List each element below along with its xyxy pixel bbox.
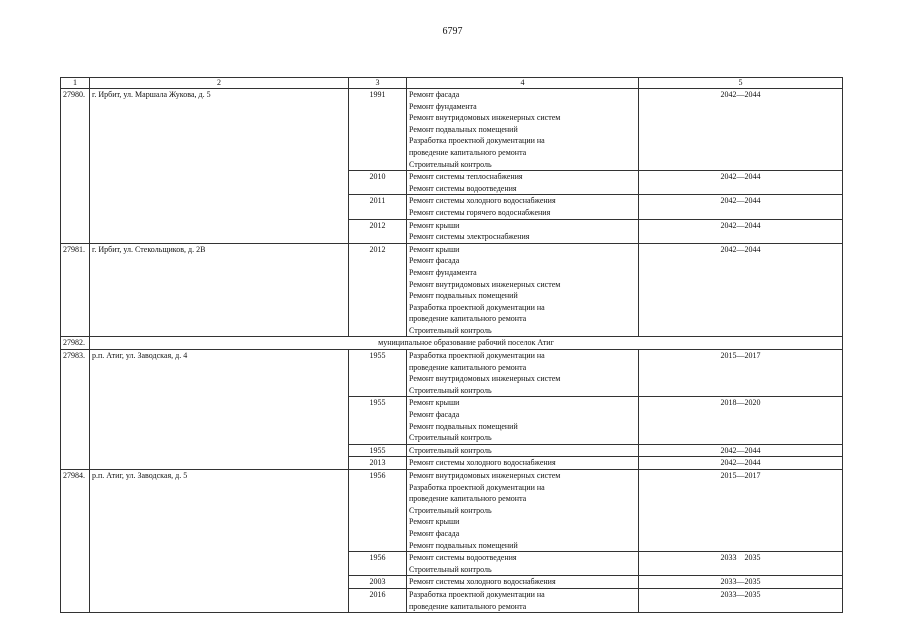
table-row [61, 243, 843, 337]
work-item: Ремонт внутридомовых инженерных систем [409, 471, 561, 480]
work-item: Ремонт системы теплоснабжения [409, 172, 523, 182]
municipality-name: муниципальное образование рабочий поселок Атиг [90, 337, 843, 350]
work-item: Разработка проектной документации на [409, 302, 545, 312]
works-cell [407, 576, 639, 589]
work-item: Ремонт системы водоотведения [409, 183, 517, 193]
work-item: Строительный контроль [409, 433, 492, 443]
year-cell: 1955 [349, 397, 407, 444]
period-cell: 2042—2044 [639, 219, 843, 243]
work-item: Ремонт системы водоотведения [409, 553, 517, 563]
year-cell: 2010 [349, 171, 407, 195]
period-cell: 2042—2044 [639, 171, 843, 195]
works-cell [407, 171, 639, 195]
work-item: Ремонт внутридомовых инженерных систем [409, 374, 561, 384]
work-item: Ремонт системы горячего водоснабжения [409, 207, 551, 217]
work-item: Ремонт фасада [409, 90, 460, 99]
works-cell [407, 470, 639, 552]
works-cell [407, 588, 639, 612]
work-item: Ремонт фасада [409, 256, 460, 266]
work-item: Ремонт фасада [409, 528, 460, 538]
year-cell: 1991 [349, 89, 407, 171]
period-cell: 2033 2035 [639, 552, 843, 576]
works-cell [407, 219, 639, 243]
period-cell: 2042—2044 [639, 243, 843, 337]
works-cell [407, 195, 639, 219]
work-item: Ремонт системы электроснабжения [409, 232, 530, 242]
period-cell: 2015—2017 [639, 470, 843, 552]
year-cell: 1956 [349, 552, 407, 576]
work-item: Строительный контроль [409, 505, 492, 515]
works-cell [407, 350, 639, 397]
work-item: проведение капитального ремонта [409, 314, 527, 324]
works-cell [407, 444, 639, 457]
header-col-1: 1 [61, 78, 90, 89]
work-item: Строительный контроль [409, 325, 492, 335]
address-cell: г. Ирбит, ул. Стекольщиков, д. 2В [90, 243, 349, 337]
work-item: Строительный контроль [409, 385, 492, 395]
header-col-5: 5 [639, 78, 843, 89]
row-number: 27980. [61, 89, 90, 244]
capital-repair-table [60, 77, 843, 613]
work-item: Ремонт внутридомовых инженерных систем [409, 279, 561, 289]
row-number: 27981. [61, 243, 90, 337]
year-cell: 1955 [349, 444, 407, 457]
works-cell [407, 457, 639, 470]
address-cell: р.п. Атиг, ул. Заводская, д. 4 [90, 350, 349, 470]
municipality-row [61, 337, 843, 350]
works-cell [407, 552, 639, 576]
work-item: Ремонт крыши [409, 220, 460, 230]
work-item: Ремонт системы холодного водоснабжения [409, 577, 556, 587]
period-cell: 2042—2044 [639, 195, 843, 219]
year-cell: 2012 [349, 219, 407, 243]
work-item: Ремонт подвальных помещений [409, 421, 518, 431]
year-cell: 2016 [349, 588, 407, 612]
work-item: Разработка проектной документации на [409, 136, 545, 146]
header-row [61, 78, 843, 89]
header-col-3: 3 [349, 78, 407, 89]
work-item: Ремонт подвальных помещений [409, 540, 518, 550]
year-cell: 2003 [349, 576, 407, 589]
row-number: 27983. [61, 350, 90, 470]
period-cell: 2015—2017 [639, 350, 843, 397]
work-item: Строительный контроль [409, 159, 492, 169]
row-number: 27984. [61, 470, 90, 613]
row-number: 27982. [61, 337, 90, 350]
work-item: Ремонт крыши [409, 517, 460, 527]
work-item: Ремонт фасада [409, 410, 460, 420]
work-item: Разработка проектной документации на [409, 482, 545, 492]
work-item: проведение капитального ремонта [409, 601, 527, 611]
year-cell: 2012 [349, 243, 407, 337]
work-item: Строительный контроль [409, 564, 492, 574]
work-item: Ремонт системы холодного водоснабжения [409, 196, 556, 206]
work-item: проведение капитального ремонта [409, 362, 527, 372]
work-item: Ремонт внутридомовых инженерных систем [409, 113, 561, 123]
period-cell: 2018—2020 [639, 397, 843, 444]
table-row [61, 350, 843, 397]
work-item: проведение капитального ремонта [409, 494, 527, 504]
period-cell: 2042—2044 [639, 444, 843, 457]
address-cell: р.п. Атиг, ул. Заводская, д. 5 [90, 470, 349, 613]
header-col-4: 4 [407, 78, 639, 89]
table-row [61, 89, 843, 171]
address-cell: г. Ирбит, ул. Маршала Жукова, д. 5 [90, 89, 349, 244]
year-cell: 2011 [349, 195, 407, 219]
work-item: Ремонт подвальных помещений [409, 291, 518, 301]
period-cell: 2042—2044 [639, 457, 843, 470]
works-cell [407, 243, 639, 337]
work-item: Ремонт крыши [409, 398, 460, 408]
period-cell: 2033—2035 [639, 576, 843, 589]
works-cell [407, 397, 639, 444]
year-cell: 2013 [349, 457, 407, 470]
work-item: Ремонт крыши [409, 244, 460, 254]
work-item: проведение капитального ремонта [409, 147, 527, 157]
work-item: Ремонт фундамента [409, 101, 477, 111]
table-row [61, 470, 843, 552]
work-item: Разработка проектной документации на [409, 351, 545, 361]
page-number: 6797 [442, 26, 463, 37]
year-cell: 1955 [349, 350, 407, 397]
works-cell [407, 89, 639, 171]
work-item: Строительный контроль [409, 445, 492, 455]
work-item: Ремонт фундамента [409, 267, 477, 277]
header-col-2: 2 [90, 78, 349, 89]
year-cell: 1956 [349, 470, 407, 552]
work-item: Ремонт системы холодного водоснабжения [409, 458, 556, 468]
work-item: Ремонт подвальных помещений [409, 124, 518, 134]
period-cell: 2042—2044 [639, 89, 843, 171]
work-item: Разработка проектной документации на [409, 589, 545, 599]
period-cell: 2033—2035 [639, 588, 843, 612]
